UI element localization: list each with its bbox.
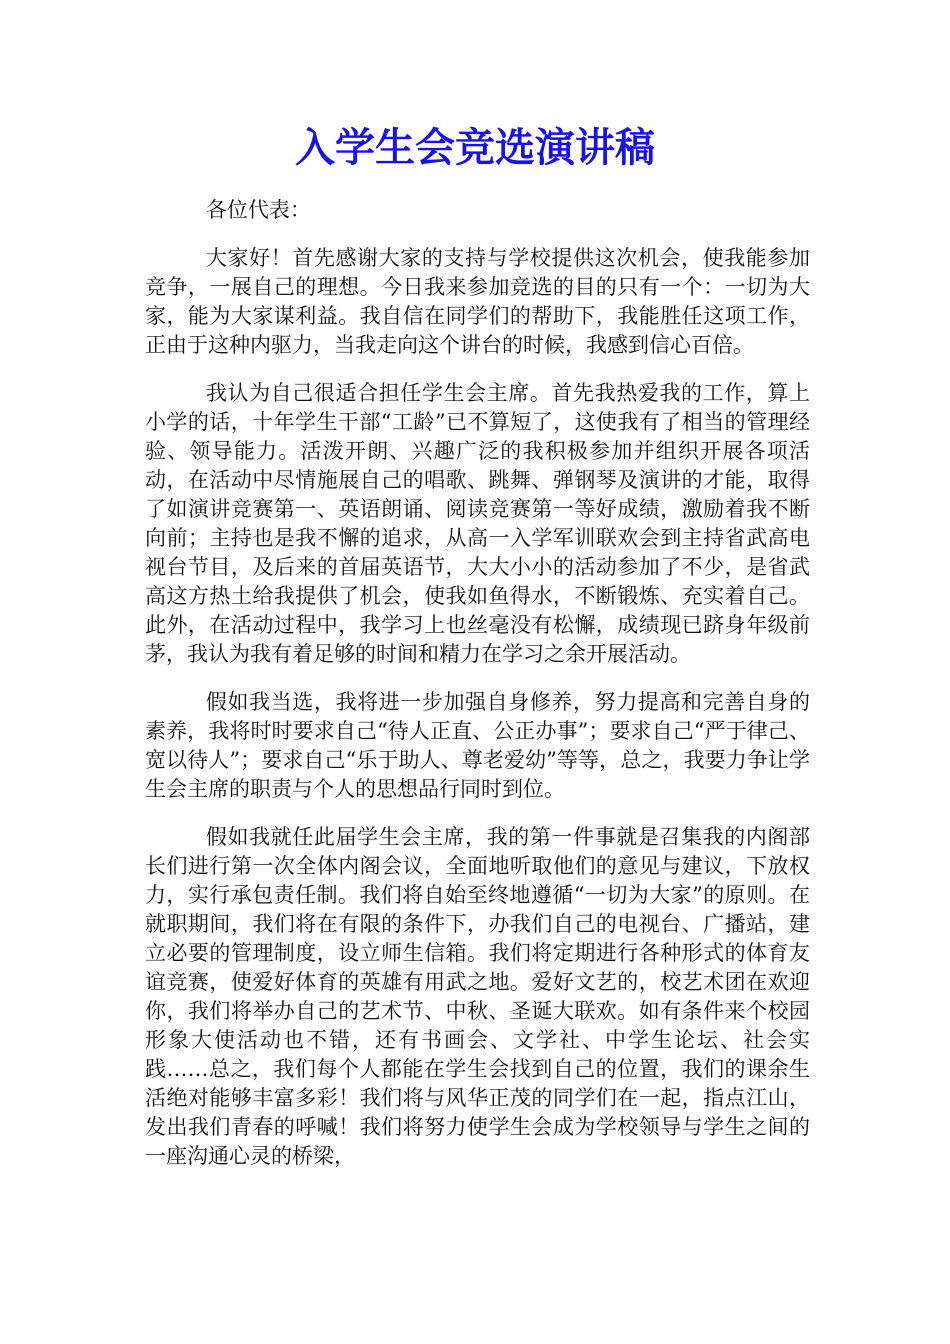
paragraph-4: 假如我就任此届学生会主席，我的第一件事就是召集我的内阁部长们进行第一次全体内阁会议，全面地听取他们的意见与建议，下放权力，实行承包责任制。我们将自始至终地遵循“一切为大家”的原则。在就职期间，我们将在有限的条件下，办我们自己的电视台、广播站，建立必要的管理制度，设立师生信箱。我们将定期进行各种形式的体育友谊竞赛，使爱好体育的英雄有用武之地。爱好文艺的，校艺术团在欢迎你，我们将举办自己的艺术节、中秋、圣诞大联欢。如有条件来个校园形象大使活动也不错，还有书画会、文学社、中学生论坛、社会实践……总之，我们每个人都能在学生会找到自己的位置，我们的课余生活绝对能够丰富多彩！我们将与风华正茂的同学们在一起，指点江山，发出我们青春的呼喊！我们将努力使学生会成为学校领导与学生之间的一座沟通心灵的桥梁， <box>145 825 810 1168</box>
salutation: 各位代表： <box>205 198 311 222</box>
document-title: 入学生会竞选演讲稿 <box>295 124 655 171</box>
paragraph-1: 大家好！首先感谢大家的支持与学校提供这次机会，使我能参加竞争，一展自己的理想。今日我来参加竞选的目的只有一个：一切为大家，能为大家谋利益。我自信在同学们的帮助下，我能胜任这项工作，正由于这种内驱力，当我走向这个讲台的时候，我感到信心百倍。 <box>145 246 810 357</box>
document-body <box>145 196 810 1190</box>
paragraph-2: 我认为自己很适合担任学生会主席。首先我热爱我的工作，算上小学的话，十年学生干部“工龄”已不算短了，这使我有了相当的管理经验、领导能力。活泼开朗、兴趣广泛的我积极参加并组织开展各项活动，在活动中尽情施展自己的唱歌、跳舞、弹钢琴及演讲的才能，取得了如演讲竞赛第一、英语朗诵、阅读竞赛第一等好成绩，激励着我不断向前；主持也是我不懈的追求，从高一入学军训联欢会到主持省武高电视台节目，及后来的首届英语节，大大小小的活动参加了不少，是省武高这方热土给我提供了机会，使我如鱼得水，不断锻炼、充实着自己。此外，在活动过程中，我学习上也丝毫没有松懈，成绩现已跻身年级前茅，我认为我有着足够的时间和精力在学习之余开展活动。 <box>145 381 810 666</box>
paragraph-3: 假如我当选，我将进一步加强自身修养，努力提高和完善自身的素养，我将时时要求自己“待人正直、公正办事”；要求自己“严于律己、宽以待人”；要求自己“乐于助人、尊老爱幼”等等，总之，我要力争让学生会主席的职责与个人的思想品行同时到位。 <box>145 690 810 801</box>
